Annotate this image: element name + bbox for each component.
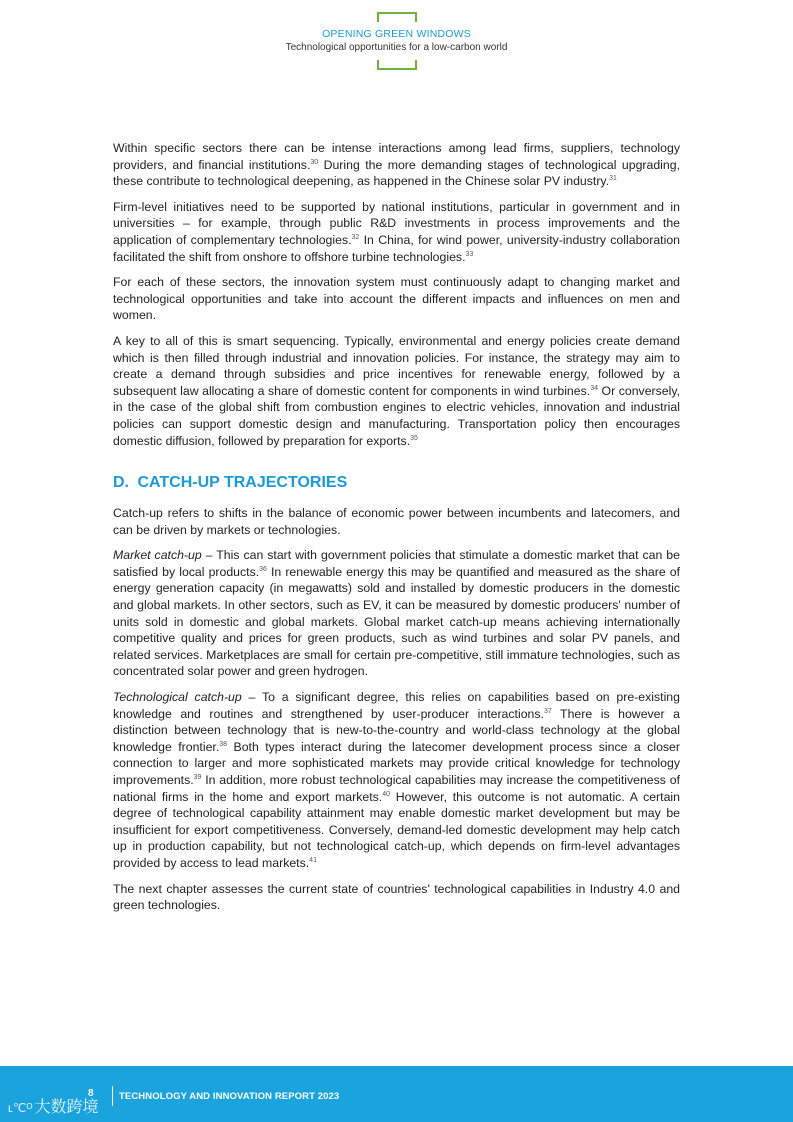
main-content	[113, 140, 680, 923]
footer-report-title: TECHNOLOGY AND INNOVATION REPORT 2023	[119, 1091, 340, 1102]
page-number: 8	[88, 1088, 94, 1099]
footnote-ref[interactable]: 30	[310, 158, 319, 166]
watermark-text: 大数跨境	[34, 1099, 99, 1116]
footer-year: 2023	[317, 1091, 340, 1102]
footer-divider	[112, 1086, 113, 1106]
header-title: OPENING GREEN WINDOWS	[322, 28, 471, 40]
footnote-ref[interactable]: 31	[609, 175, 617, 183]
footnote-ref[interactable]: 37	[543, 707, 552, 715]
term-market-catch-up: Market catch-up	[113, 548, 202, 563]
paragraph-2: Firm-level initiatives need to be supported by national institutions, particular in government and in universities – for example, through public R&D investments in process improvements and the application of complementary technologies.$^{32}$ In China, for wind power, university-industry collaboration facilitated the shift from onshore to offshore turbine technologies.$^{33}$	[113, 199, 681, 264]
footnote-ref[interactable]: 32	[351, 233, 360, 241]
header-bracket-top	[377, 12, 417, 22]
section-heading	[113, 473, 680, 493]
paragraph-1: Within specific sectors there can be intense interactions among lead firms, suppliers, technology providers, and financial institutions.$^{30}$ During the more demanding stages of technological upgrading, these contribute to technological deepening, as happened in the Chinese solar PV industry.$^{31}$	[113, 141, 681, 189]
paragraph-7: Technological catch-up – To a significant degree, this relies on capabilities based on pre-existing knowledge and routines and strengthened by user-producer interactions.$^{37}$ There is however a distinction between technology that is new-to-the-country and world-class technology at the global knowledge frontier.$^{38}$ Both types interact during the latecomer development process since a closer connection to larger and more sophisticated markets may provide critical knowledge for technology improvements.$^{39}$ In addition, more robust technological capabilities may increase the competitiveness of national firms in the home and export markets.$^{40}$ However, this outcome is not automatic. A certain degree of technological capability attainment may enable domestic market development but may be insufficient for export competitiveness. Conversely, demand-led domestic development may help catch up in production capability, but not technological catch-up, which depends on firm-level advantages provided by access to lead markets.$^{41}$	[113, 690, 680, 870]
footnote-ref[interactable]: 39	[193, 773, 202, 781]
paragraph-3: For each of these sectors, the innovation system must continuously adapt to changing market and technological opportunities and take into account the different impacts and influences on men and women.	[113, 275, 680, 323]
footnote-ref[interactable]: 36	[259, 565, 267, 573]
paragraph-8: The next chapter assesses the current state of countries' technological capabilities in Industry 4.0 and green technologies.	[113, 881, 680, 913]
paragraph-5: Catch-up refers to shifts in the balance of economic power between incumbents and latecomers, and can be driven by markets or technologies.	[113, 506, 680, 537]
section-title: CATCH-UP TRAJECTORIES	[137, 474, 348, 492]
section-letter: D.	[113, 474, 129, 492]
footnote-ref[interactable]: 33	[465, 250, 474, 258]
footnote-ref[interactable]: 41	[309, 856, 317, 864]
footnote-ref[interactable]: 34	[590, 384, 598, 392]
footnote-ref[interactable]: 38	[219, 740, 228, 748]
term-technological-catch-up: Technological catch-up	[113, 690, 242, 705]
header-bracket-bottom	[377, 60, 417, 70]
paragraph-6: Market catch-up – This can start with government policies that stimulate a domestic market that can be satisfied by local products.$^{36}$ In renewable energy this may be quantified and measured as the share of energy generation capacity (in megawatts) sold and installed by domestic producers in the domestic and global markets. In other sectors, such as EV, it can be measured by domestic producers' number of units sold in domestic and global markets. Global market catch-up means achieving internationally competitive quality and prices for green products, such as wind turbines and solar PV panels, and related services. Marketplaces are small for certain pre-competitive, still immature technologies, such as concentrated solar power and green hydrogen.	[113, 548, 680, 679]
footnote-ref[interactable]: 35	[410, 434, 418, 442]
footnote-ref[interactable]: 40	[382, 790, 390, 798]
header-subtitle: Technological opportunities for a low-carbon world	[285, 42, 508, 53]
watermark-logo-icon: ʟ℃ᴼ	[8, 1101, 33, 1115]
page-footer	[0, 1066, 793, 1122]
watermark	[8, 1094, 98, 1117]
paragraph-4: A key to all of this is smart sequencing. Typically, environmental and energy policies create demand which is then filled through industrial and innovation policies. For instance, the strategy may aim to create a demand through subsidies and price incentives for renewable energy, followed by a subsequent law allocating a share of domestic content for components in wind turbines.$^{34}$ Or conversely, in the case of the global shift from combustion engines to electric vehicles, innovation and industrial policies can support domestic design and manufacturing. Transportation policy then encourages domestic diffusion, followed by preparation for exports.$^{35}$	[113, 333, 680, 448]
page-header	[0, 12, 793, 70]
